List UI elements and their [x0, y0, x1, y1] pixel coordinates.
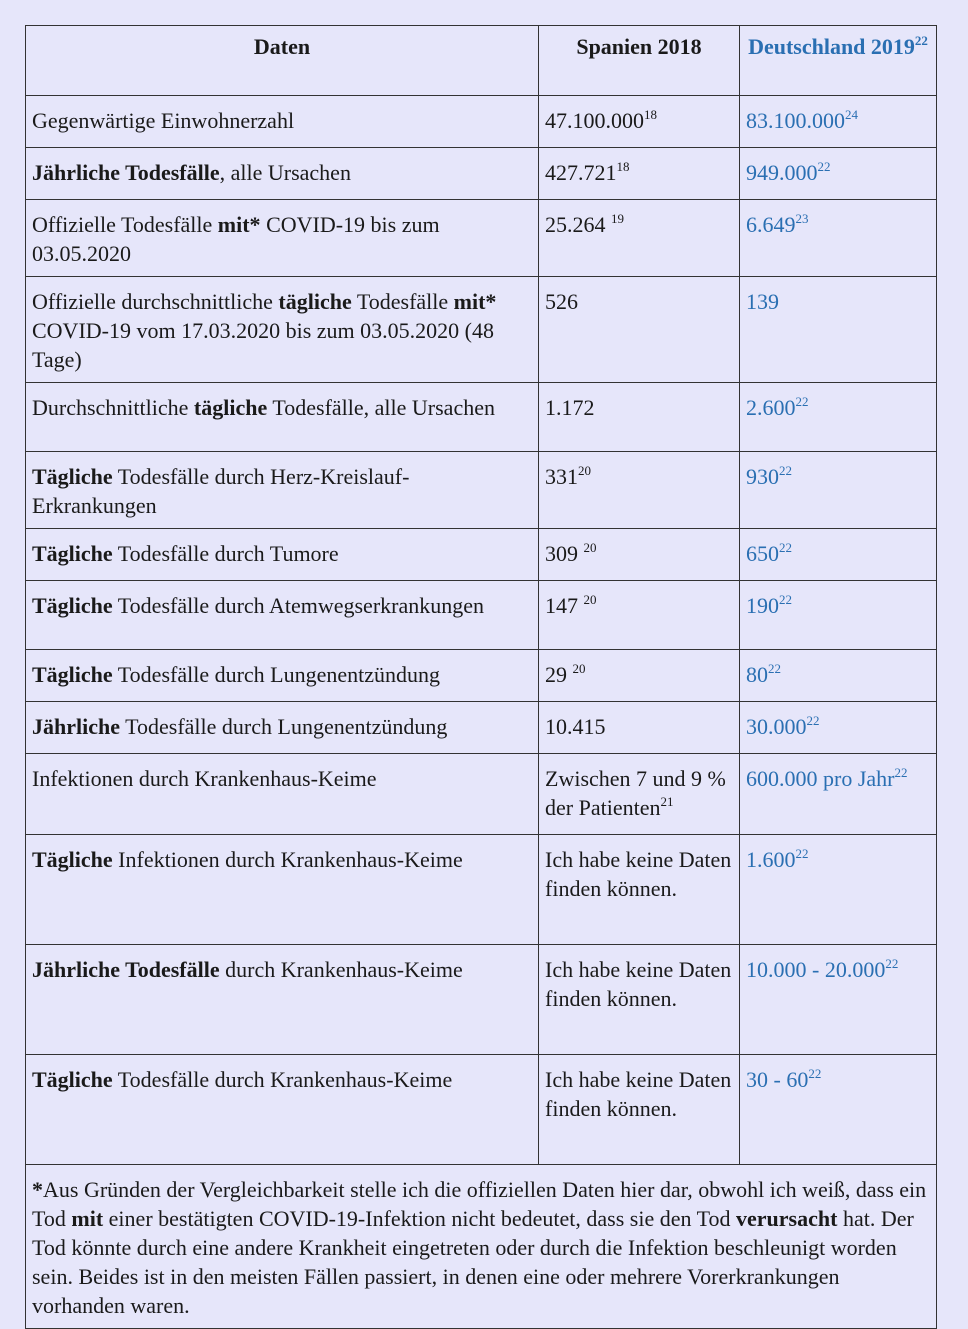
spain-value-text: 427.721 [545, 160, 617, 185]
germany-value-text: 30.000 [746, 714, 807, 739]
row-label-text: Todesfälle durch Tumore [112, 541, 339, 566]
row-label-text: Todesfälle durch Atemwegserkrankungen [112, 593, 484, 618]
spain-value-text: 47.100.000 [545, 108, 644, 133]
header-deutschland-ref: 22 [914, 33, 928, 48]
row-label-text: mit* [453, 289, 497, 314]
row-label [26, 835, 539, 945]
table-row [26, 277, 937, 383]
germany-value [740, 529, 937, 581]
row-label [26, 383, 539, 452]
spain-value-text: Zwischen 7 und 9 % der Patienten [545, 766, 726, 820]
row-label [26, 452, 539, 529]
spain-value [539, 529, 740, 581]
germany-value-text: 2.600 [746, 395, 796, 420]
germany-value-text: 930 [746, 464, 779, 489]
footnote-text: verursacht [736, 1206, 838, 1231]
germany-ref: 22 [894, 765, 908, 780]
germany-value [740, 835, 937, 945]
row-label-text: Durchschnittliche [32, 395, 194, 420]
germany-ref: 22 [795, 394, 809, 409]
header-deutschland: Deutschland 2019$^{22}$ [740, 26, 937, 96]
spain-value-text: 309 [545, 541, 584, 566]
spain-ref: 20 [583, 592, 597, 607]
germany-value [740, 945, 937, 1055]
row-label-text: Infektionen durch Krankenhaus-Keime [32, 766, 377, 791]
row-label-text: Offizielle durchschnittliche [32, 289, 279, 314]
footnote-text: * [32, 1177, 43, 1202]
spain-value [539, 96, 740, 148]
footnote-row [26, 1165, 937, 1329]
table-row [26, 650, 937, 702]
spain-value [539, 452, 740, 529]
spain-value [539, 945, 740, 1055]
row-label-text: COVID-19 bis zum 03.05.2020 [32, 212, 440, 266]
germany-ref: 22 [795, 846, 809, 861]
spain-value-text: 10.415 [545, 714, 606, 739]
table-row [26, 529, 937, 581]
footnote-text: Aus Gründen der Vergleichbarkeit stelle ich die offiziellen Daten hier dar, obwohl ich weiß, dass ein Tod [32, 1177, 927, 1231]
germany-value-text: 1.600 [746, 847, 796, 872]
row-label-text: Todesfälle durch Lungenentzündung [112, 662, 441, 687]
row-label-text: tägliche [278, 289, 352, 314]
row-label [26, 754, 539, 835]
spain-value-text: 147 [545, 593, 584, 618]
spain-ref: 21 [660, 794, 674, 809]
row-label-text: , alle Ursachen [219, 160, 351, 185]
germany-ref: 22 [806, 713, 820, 728]
spain-value [539, 277, 740, 383]
spain-value [539, 835, 740, 945]
row-label-text: Infektionen durch Krankenhaus-Keime [112, 847, 463, 872]
germany-value-text: 6.649 [746, 212, 796, 237]
germany-value [740, 383, 937, 452]
spain-ref: 20 [572, 661, 586, 676]
spain-value [539, 702, 740, 754]
germany-value-text: 600.000 pro Jahr [746, 766, 895, 791]
germany-value [740, 200, 937, 277]
spain-ref: 18 [644, 107, 657, 122]
spain-value-text: 29 [545, 662, 573, 687]
table-row [26, 148, 937, 200]
spain-ref: 20 [583, 540, 597, 555]
row-label-text: Todesfälle [351, 289, 454, 314]
table-row [26, 96, 937, 148]
row-label-text: Todesfälle durch Herz-Kreislauf-Erkrankungen [32, 464, 410, 518]
table-row [26, 945, 937, 1055]
row-label-text: Todesfälle durch Krankenhaus-Keime [112, 1067, 453, 1092]
table-body [26, 96, 937, 1165]
row-label [26, 148, 539, 200]
row-label-text: Jährliche Todesfälle [32, 957, 220, 982]
row-label-text: COVID-19 vom 17.03.2020 bis zum 03.05.2020 (48 Tage) [32, 318, 494, 372]
row-label-text: Jährliche [32, 714, 120, 739]
germany-ref: 22 [808, 1066, 822, 1081]
germany-value [740, 581, 937, 650]
row-label-text: Offizielle Todesfälle [32, 212, 218, 237]
spain-value-text: 331 [545, 464, 578, 489]
germany-value [740, 148, 937, 200]
row-label [26, 702, 539, 754]
spain-value [539, 1055, 740, 1165]
spain-value-text: 25.264 [545, 212, 611, 237]
row-label [26, 1055, 539, 1165]
row-label-text: Tägliche [32, 464, 113, 489]
germany-ref: 22 [779, 592, 792, 607]
table-row [26, 702, 937, 754]
footnote-text: hat. Der Tod könnte durch eine andere Krankheit eingetreten oder durch die Infektion beschleunigt worden sein. Beides ist in den meisten Fällen passiert, in denen eine oder mehrere Vorerkrankungen vorhanden waren. [32, 1206, 914, 1318]
spain-ref: 20 [578, 463, 591, 478]
spain-ref: 19 [611, 211, 624, 226]
footnote-text: mit [71, 1206, 104, 1231]
table-row [26, 754, 937, 835]
germany-value [740, 702, 937, 754]
germany-value-text: 190 [746, 593, 779, 618]
row-label-text: Tägliche [32, 847, 113, 872]
germany-value [740, 452, 937, 529]
row-label-text: Tägliche [32, 593, 113, 618]
table-row [26, 1055, 937, 1165]
row-label [26, 945, 539, 1055]
row-label-text: mit* [217, 212, 261, 237]
germany-value-text: 80 [746, 662, 768, 687]
spain-value [539, 754, 740, 835]
row-label-text: Tägliche [32, 541, 113, 566]
spain-value-text: 1.172 [545, 395, 595, 420]
row-label-text: Todesfälle, alle Ursachen [267, 395, 495, 420]
header-daten: Daten [26, 26, 539, 96]
row-label [26, 96, 539, 148]
germany-value-text: 83.100.000 [746, 108, 845, 133]
germany-value-text: 650 [746, 541, 779, 566]
row-label-text: Gegenwärtige Einwohnerzahl [32, 108, 295, 133]
row-label [26, 650, 539, 702]
table-row [26, 835, 937, 945]
table-row [26, 200, 937, 277]
germany-value-text: 139 [746, 289, 779, 314]
spain-value-text: Ich habe keine Daten finden können. [545, 1067, 732, 1121]
spain-value [539, 200, 740, 277]
row-label-text: Todesfälle durch Lungenentzündung [120, 714, 448, 739]
comparison-table [25, 25, 937, 1329]
germany-value [740, 96, 937, 148]
header-spanien: Spanien 2018 [539, 26, 740, 96]
germany-value-text: 949.000 [746, 160, 818, 185]
row-label-text: Tägliche [32, 662, 113, 687]
spain-value [539, 148, 740, 200]
spain-ref: 18 [616, 159, 630, 174]
footnote-text: einer bestätigten COVID-19-Infektion nicht bedeutet, dass sie den Tod [103, 1206, 737, 1231]
spain-value [539, 650, 740, 702]
row-label [26, 581, 539, 650]
row-label-text: durch Krankenhaus-Keime [219, 957, 463, 982]
germany-ref: 22 [768, 661, 781, 676]
spain-value-text: Ich habe keine Daten finden können. [545, 957, 732, 1011]
table-row [26, 383, 937, 452]
germany-value [740, 754, 937, 835]
table-row [26, 452, 937, 529]
germany-value-text: 10.000 - 20.000 [746, 957, 886, 982]
germany-ref: 22 [779, 540, 792, 555]
row-label [26, 277, 539, 383]
spain-value-text: Ich habe keine Daten finden können. [545, 847, 732, 901]
row-label [26, 529, 539, 581]
spain-value [539, 581, 740, 650]
spain-value-text: 526 [545, 289, 578, 314]
germany-value-text: 30 - 60 [746, 1067, 809, 1092]
germany-value [740, 277, 937, 383]
germany-value [740, 1055, 937, 1165]
row-label-text: tägliche [193, 395, 268, 420]
spain-value [539, 383, 740, 452]
table-row [26, 581, 937, 650]
header-row [26, 26, 937, 96]
row-label-text: Tägliche [32, 1067, 113, 1092]
germany-ref: 24 [845, 107, 858, 122]
germany-ref: 22 [779, 463, 792, 478]
germany-ref: 23 [795, 211, 809, 226]
germany-ref: 22 [817, 159, 831, 174]
row-label-text: Jährliche Todesfälle [32, 160, 220, 185]
germany-value [740, 650, 937, 702]
row-label [26, 200, 539, 277]
footnote [26, 1165, 937, 1329]
germany-ref: 22 [885, 956, 899, 971]
